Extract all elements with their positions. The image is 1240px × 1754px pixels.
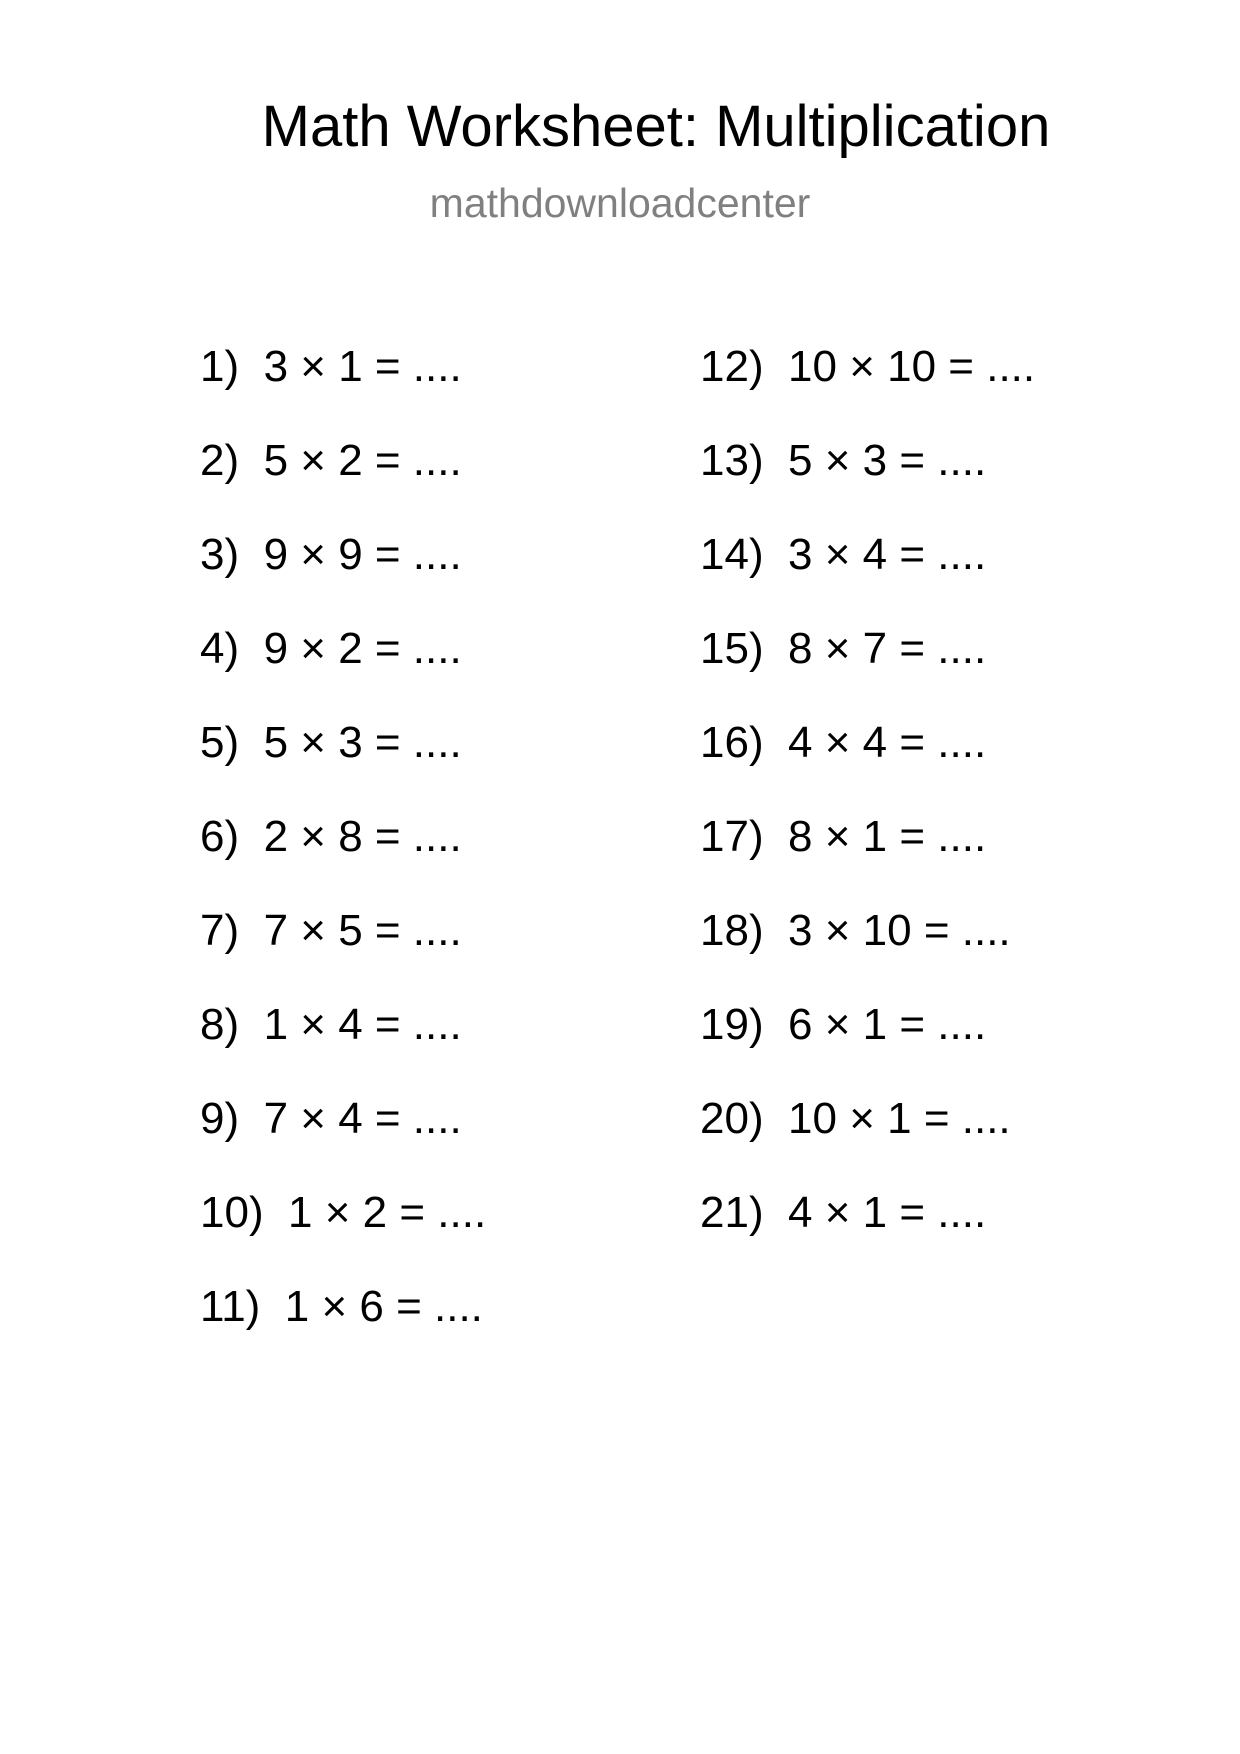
- problem-item: 10) 1 × 2 = ....: [200, 1188, 487, 1237]
- problem-item: 20) 10 × 1 = ....: [700, 1094, 1011, 1143]
- problem-item: 14) 3 × 4 = ....: [700, 530, 987, 579]
- problem-item: 11) 1 × 6 = ....: [200, 1282, 483, 1331]
- problem-item: 2) 5 × 2 = ....: [200, 436, 462, 485]
- problem-item: 12) 10 × 10 = ....: [700, 342, 1036, 391]
- problem-item: 21) 4 × 1 = ....: [700, 1188, 987, 1237]
- problem-item: 9) 7 × 4 = ....: [200, 1094, 462, 1143]
- problem-item: 4) 9 × 2 = ....: [200, 624, 462, 673]
- problem-item: 16) 4 × 4 = ....: [700, 718, 987, 767]
- problem-item: 6) 2 × 8 = ....: [200, 812, 462, 861]
- problem-item: 5) 5 × 3 = ....: [200, 718, 462, 767]
- problem-item: 8) 1 × 4 = ....: [200, 1000, 462, 1049]
- problem-item: 17) 8 × 1 = ....: [700, 812, 987, 861]
- problem-item: 18) 3 × 10 = ....: [700, 906, 1011, 955]
- problem-item: 1) 3 × 1 = ....: [200, 342, 462, 391]
- problem-item: 7) 7 × 5 = ....: [200, 906, 462, 955]
- problem-item: 19) 6 × 1 = ....: [700, 1000, 987, 1049]
- problem-item: 13) 5 × 3 = ....: [700, 436, 987, 485]
- worksheet-title: Math Worksheet: Multiplication: [261, 94, 1051, 159]
- worksheet-subtitle: mathdownloadcenter: [429, 180, 811, 226]
- problem-item: 15) 8 × 7 = ....: [700, 624, 987, 673]
- problem-item: 3) 9 × 9 = ....: [200, 530, 462, 579]
